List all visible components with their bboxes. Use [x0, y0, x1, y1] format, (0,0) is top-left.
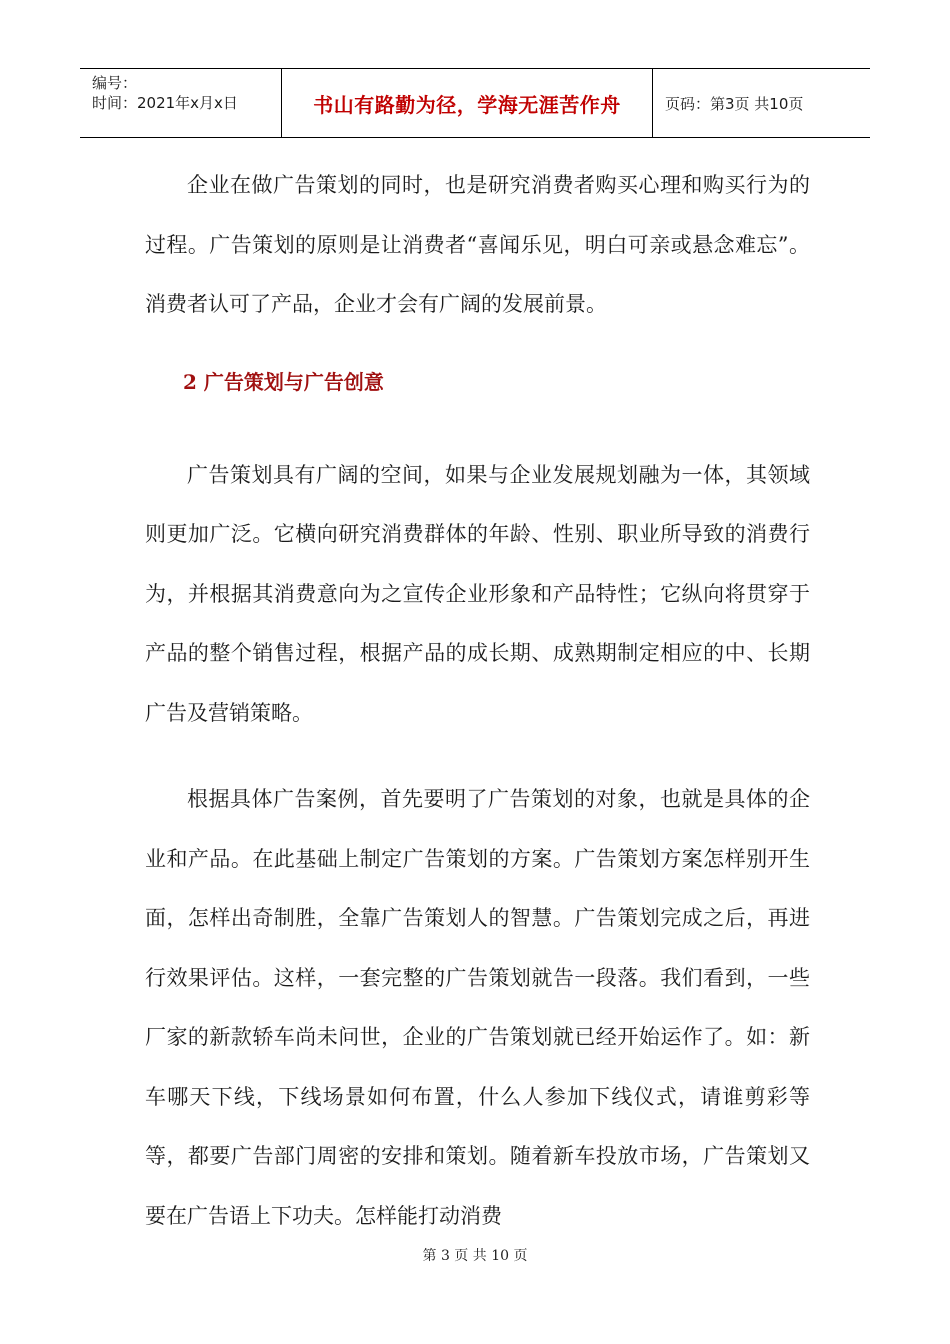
- document-number-label: 编号：: [92, 74, 138, 92]
- header-motto: 书山有路勤为径，学海无涯苦作舟: [282, 69, 653, 137]
- paragraph-3: 根据具体广告案例，首先要明了广告策划的对象，也就是具体的企业和产品。在此基础上制定广告策划的方案。广告策划方案怎样别开生面，怎样出奇制胜，全靠广告策划人的智慧。广告策划完成之后，再进行效果评估。这样，一套完整的广告策划就告一段落。我们看到，一些厂家的新款轿车尚未问世，企业的广告策划就已经开始运作了。如：新车哪天下线，下线场景如何布置，什么人参加下线仪式，请谁剪彩等等，都要广告部门周密的安排和策划。随着新车投放市场，广告策划又要在广告语上下功夫。怎样能打动消费: [145, 787, 810, 1228]
- document-time-label: 时间：2021年x月x日: [92, 94, 238, 112]
- footer-page-number: 第 3 页 共 10 页: [422, 1248, 528, 1264]
- header-meta: [80, 69, 282, 137]
- paragraph-2: 广告策划具有广阔的空间，如果与企业发展规划融为一体，其领域则更加广泛。它横向研究消费群体的年龄、性别、职业所导致的消费行为，并根据其消费意向为之宣传企业形象和产品特性；它纵向将贯穿于产品的整个销售过程，根据产品的成长期、成熟期制定相应的中、长期广告及营销策略。: [145, 462, 810, 725]
- page-header: [80, 68, 870, 138]
- section-heading-2: 2 广告策划与广告创意: [183, 369, 384, 394]
- document-body: [145, 156, 810, 1273]
- page-footer: [0, 1245, 950, 1265]
- header-page-code: 页码：第3页 共10页: [665, 94, 804, 113]
- paragraph-1: 企业在做广告策划的同时，也是研究消费者购买心理和购买行为的过程。广告策划的原则是让消费者“喜闻乐见，明白可亲或悬念难忘”。消费者认可了产品，企业才会有广阔的发展前景。: [145, 173, 810, 316]
